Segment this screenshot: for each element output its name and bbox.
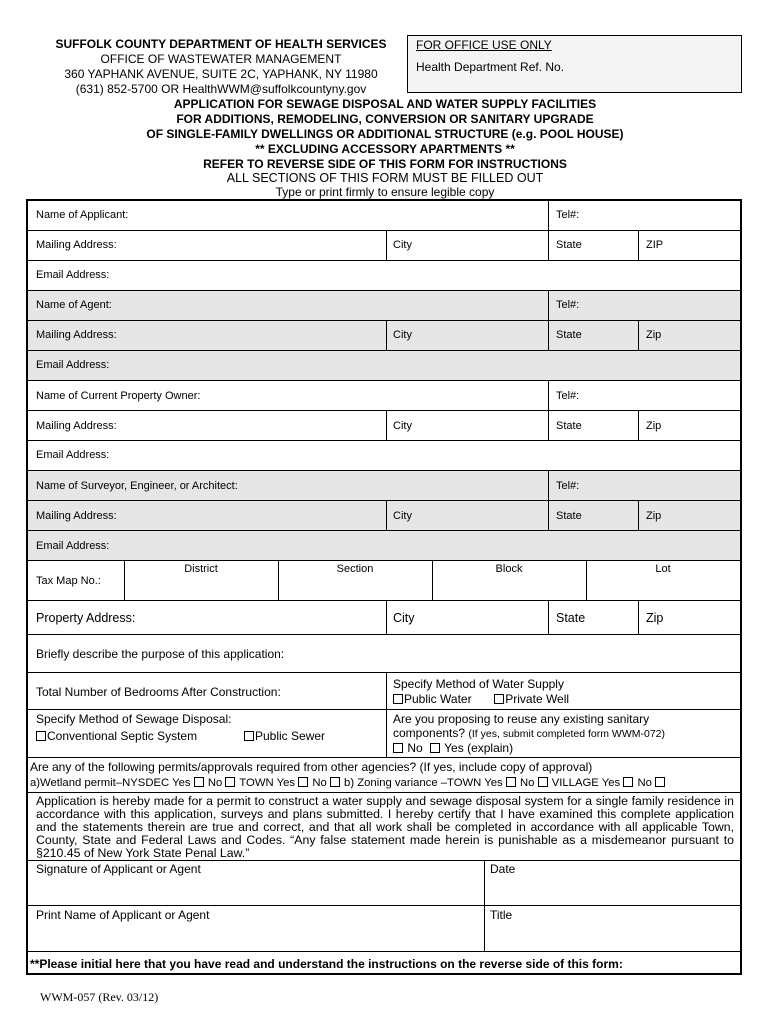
owner-email-label: Email Address: xyxy=(36,449,110,461)
sewage-method-label: Specify Method of Sewage Disposal: xyxy=(36,712,232,726)
taxmap-district-label: District xyxy=(184,563,218,575)
septic-option xyxy=(36,729,197,743)
form-note-1: ALL SECTIONS OF THIS FORM MUST BE FILLED OUT xyxy=(226,171,544,185)
org-name: SUFFOLK COUNTY DEPARTMENT OF HEALTH SERVICES xyxy=(55,37,387,51)
date-label: Date xyxy=(490,862,516,876)
water-supply-label: Specify Method of Water Supply xyxy=(393,677,564,691)
water-options xyxy=(393,692,569,706)
reuse-options xyxy=(393,741,513,755)
form-title-5: REFER TO REVERSE SIDE OF THIS FORM FOR INSTRUCTIONS xyxy=(203,157,567,171)
bedrooms-label: Total Number of Bedrooms After Construction: xyxy=(36,685,281,699)
owner-city-label: City xyxy=(393,420,412,432)
applicant-tel-label: Tel#: xyxy=(556,209,580,221)
applicant-mailing-label: Mailing Address: xyxy=(36,239,117,251)
reuse-line2 xyxy=(393,726,665,740)
village-no-checkbox[interactable] xyxy=(655,777,665,787)
septic-label: Conventional Septic System xyxy=(47,729,198,743)
agent-name-label: Name of Agent: xyxy=(36,299,112,311)
permits-question: Are any of the following permits/approvals required from other agencies? (If yes, include copy of approval) xyxy=(30,760,593,774)
agent-tel-label: Tel#: xyxy=(556,299,580,311)
office-use-title: FOR OFFICE USE ONLY xyxy=(416,38,552,52)
permits-options xyxy=(30,777,666,789)
signature-label: Signature of Applicant or Agent xyxy=(36,862,201,876)
agent-city-label: City xyxy=(393,329,412,341)
title-label: Title xyxy=(490,908,513,922)
public-water-label: Public Water xyxy=(404,692,472,706)
town-yes-checkbox[interactable] xyxy=(298,777,308,787)
applicant-name-label: Name of Applicant: xyxy=(36,209,129,221)
reuse-yes-checkbox[interactable] xyxy=(430,743,440,753)
form-title-4: ** EXCLUDING ACCESSORY APARTMENTS ** xyxy=(255,142,515,156)
sewer-label: Public Sewer xyxy=(255,729,326,743)
agent-email-row xyxy=(28,351,740,381)
reuse-question: Are you proposing to reuse any existing sanitary xyxy=(393,712,650,726)
zoning-yes-checkbox[interactable] xyxy=(506,777,516,787)
applicant-name-row xyxy=(28,201,740,231)
sewer-option xyxy=(244,729,325,743)
owner-tel-label: Tel#: xyxy=(556,390,580,402)
form-title-1: APPLICATION FOR SEWAGE DISPOSAL AND WATER SUPPLY FACILITIES xyxy=(173,97,597,111)
town-no-checkbox[interactable] xyxy=(330,777,340,787)
surveyor-mailing-label: Mailing Address: xyxy=(36,510,117,522)
taxmap-lot-label: Lot xyxy=(655,563,671,575)
property-address-label: Property Address: xyxy=(36,611,136,625)
agent-zip-label: Zip xyxy=(646,329,662,341)
wetland-no-label: No xyxy=(207,777,223,789)
form-note-2: Type or print firmly to ensure legible copy xyxy=(275,185,495,199)
office-ref-label: Health Department Ref. No. xyxy=(416,60,565,74)
org-office: OFFICE OF WASTEWATER MANAGEMENT xyxy=(100,52,342,66)
form-title-3: OF SINGLE-FAMILY DWELLINGS OR ADDITIONAL STRUCTURE (e.g. POOL HOUSE) xyxy=(146,127,624,141)
surveyor-mailing-row xyxy=(28,501,740,531)
surveyor-zip-label: Zip xyxy=(646,510,662,522)
agent-mailing-label: Mailing Address: xyxy=(36,329,117,341)
property-state-label: State xyxy=(556,611,586,625)
owner-name-label: Name of Current Property Owner: xyxy=(36,390,201,402)
wetland-no-checkbox[interactable] xyxy=(225,777,235,787)
surveyor-email-label: Email Address: xyxy=(36,540,110,552)
septic-checkbox[interactable] xyxy=(36,731,46,741)
agent-name-row xyxy=(28,291,740,321)
surveyor-city-label: City xyxy=(393,510,412,522)
initial-instruction: **Please initial here that you have read and understand the instructions on the reverse side of this form: xyxy=(30,957,623,971)
applicant-city-label: City xyxy=(393,239,412,251)
wetland-label: a)Wetland permit–NYSDEC Yes xyxy=(30,777,191,789)
applicant-email-row xyxy=(28,261,740,291)
applicant-email-label: Email Address: xyxy=(36,269,110,281)
village-yes-checkbox[interactable] xyxy=(623,777,633,787)
owner-state-label: State xyxy=(556,420,582,432)
property-city-label: City xyxy=(393,611,415,625)
office-use-box xyxy=(407,35,742,93)
form-title-2: FOR ADDITIONS, REMODELING, CONVERSION OR SANITARY UPGRADE xyxy=(176,112,594,126)
taxmap-section-label: Section xyxy=(336,563,374,575)
owner-mailing-label: Mailing Address: xyxy=(36,420,117,432)
reuse-no-checkbox[interactable] xyxy=(393,743,403,753)
taxmap-block-label: Block xyxy=(495,563,523,575)
taxmap-label: Tax Map No.: xyxy=(36,575,101,587)
reuse-yes-label: Yes (explain) xyxy=(444,741,514,755)
print-name-label: Print Name of Applicant or Agent xyxy=(36,908,210,922)
applicant-mailing-row xyxy=(28,231,740,261)
org-address: 360 YAPHANK AVENUE, SUITE 2C, YAPHANK, NY 11980 xyxy=(64,67,378,81)
reuse-no-label: No xyxy=(407,741,423,755)
reuse-note: (If yes, submit completed form WWM-072) xyxy=(468,728,666,740)
owner-mailing-row xyxy=(28,411,740,441)
private-well-label: Private Well xyxy=(505,692,570,706)
surveyor-state-label: State xyxy=(556,510,582,522)
surveyor-tel-label: Tel#: xyxy=(556,480,580,492)
zoning-label: b) Zoning variance –TOWN Yes xyxy=(344,777,503,789)
agent-mailing-row xyxy=(28,321,740,351)
wetland-yes-checkbox[interactable] xyxy=(194,777,204,787)
applicant-state-label: State xyxy=(556,239,582,251)
wetland-town-label: TOWN Yes xyxy=(239,777,296,789)
org-contact: (631) 852-5700 OR HealthWWM@suffolkcountyny.gov xyxy=(75,82,367,96)
certification-text: Application is hereby made for a permit to construct a water supply and sewage disposal system for a single family residence in accordance with this application, surveys and plans submitted. I hereby certify that I have examined this complete application and the statements therein are true and correct, and that all work shall be completed in accordance with all applicable Town, County, State and Federal Laws and Codes. “Any false statement made herein is punishable as a misdemeanor pursuant to §210.45 of New York State Penal Law.” xyxy=(36,794,734,860)
form-number: WWM-057 (Rev. 03/12) xyxy=(40,990,159,1004)
village-no-label: No xyxy=(637,777,652,789)
agent-email-label: Email Address: xyxy=(36,359,110,371)
surveyor-email-row xyxy=(28,531,740,561)
purpose-label: Briefly describe the purpose of this application: xyxy=(36,647,285,661)
public-water-checkbox[interactable] xyxy=(393,694,403,704)
town-no-label: No xyxy=(312,777,327,789)
owner-email-row xyxy=(28,441,740,471)
sewer-checkbox[interactable] xyxy=(244,731,254,741)
agent-state-label: State xyxy=(556,329,582,341)
property-zip-label: Zip xyxy=(646,611,664,625)
reuse-components-label: components? xyxy=(393,726,466,740)
surveyor-name-label: Name of Surveyor, Engineer, or Architect: xyxy=(36,480,238,492)
zoning-no-checkbox[interactable] xyxy=(538,777,548,787)
owner-zip-label: Zip xyxy=(646,420,662,432)
zoning-no-label: No xyxy=(519,777,535,789)
village-label: VILLAGE Yes xyxy=(551,777,621,789)
private-well-checkbox[interactable] xyxy=(494,694,504,704)
applicant-zip-label: ZIP xyxy=(646,239,664,251)
